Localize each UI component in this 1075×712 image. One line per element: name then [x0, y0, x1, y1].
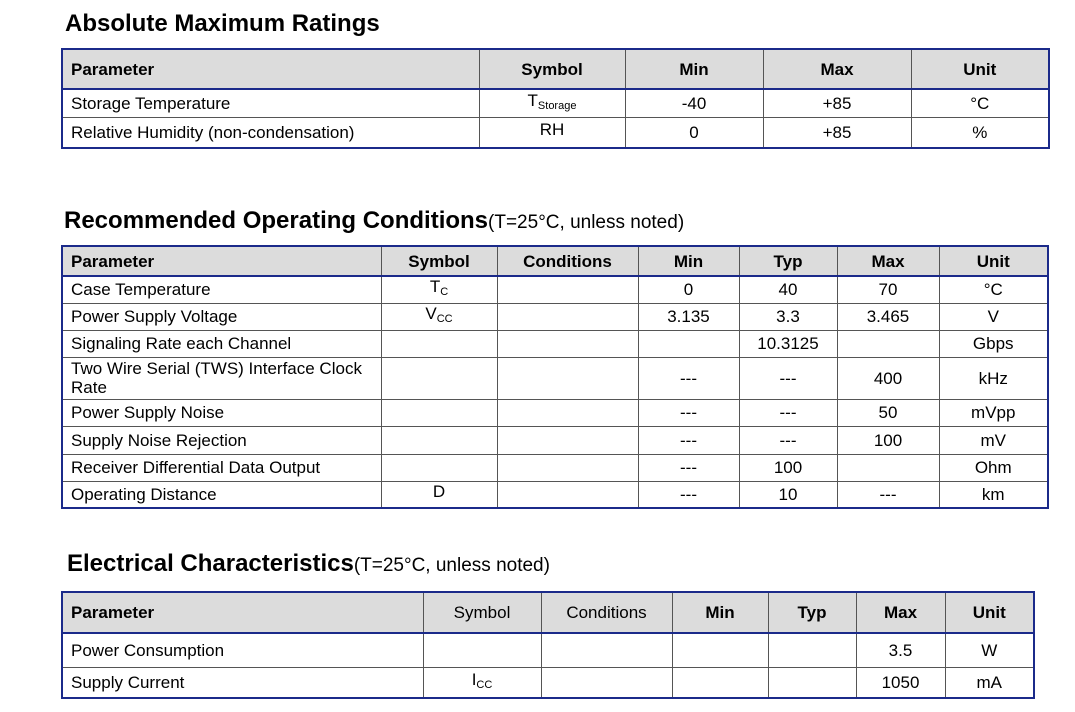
cell-parameter: Power Supply Voltage — [62, 303, 381, 330]
cell-unit: % — [911, 117, 1049, 148]
symbol-subscript: CC — [476, 678, 493, 691]
ec-table — [61, 591, 1035, 699]
cell-typ — [768, 667, 856, 698]
cell-conditions — [497, 481, 638, 508]
cell-max: 100 — [837, 426, 939, 454]
cell-symbol — [479, 117, 625, 148]
cell-conditions — [497, 426, 638, 454]
cell-unit: °C — [939, 276, 1048, 303]
cell-min: -40 — [625, 89, 763, 117]
col-header-unit: Unit — [911, 49, 1049, 89]
col-header-symbol: Symbol — [423, 592, 541, 633]
cell-parameter: Power Supply Noise — [62, 399, 381, 426]
cell-symbol — [381, 303, 497, 330]
cell-parameter: Supply Noise Rejection — [62, 426, 381, 454]
abs-max-title — [65, 10, 380, 38]
cell-parameter: Relative Humidity (non-condensation) — [62, 117, 479, 148]
symbol-subscript: Storage — [537, 99, 577, 112]
col-header-min: Min — [625, 49, 763, 89]
roc-table — [61, 245, 1049, 509]
col-header-parameter: Parameter — [62, 49, 479, 89]
cell-max: 3.5 — [856, 633, 945, 667]
col-header-conditions: Conditions — [497, 246, 638, 276]
symbol-main: T — [429, 277, 441, 297]
cell-symbol — [381, 276, 497, 303]
table-row — [62, 481, 1048, 508]
cell-max: 400 — [837, 357, 939, 399]
symbol-subscript: CC — [436, 313, 453, 325]
cell-conditions — [497, 357, 638, 399]
col-header-unit: Unit — [939, 246, 1048, 276]
cell-min — [672, 633, 768, 667]
col-header-max: Max — [837, 246, 939, 276]
col-header-symbol: Symbol — [479, 49, 625, 89]
table-row — [62, 667, 1034, 698]
cell-min: 3.135 — [638, 303, 739, 330]
table-row — [62, 399, 1048, 426]
symbol-subscript: C — [440, 286, 449, 299]
cell-symbol — [423, 667, 541, 698]
cell-max: +85 — [763, 117, 911, 148]
symbol-main: D — [432, 481, 446, 501]
cell-conditions — [497, 330, 638, 357]
symbol-main: T — [527, 90, 538, 110]
cell-symbol — [423, 633, 541, 667]
cell-typ: --- — [739, 357, 837, 399]
cell-min: 0 — [638, 276, 739, 303]
cell-min: --- — [638, 357, 739, 399]
cell-max: 3.465 — [837, 303, 939, 330]
cell-typ: --- — [739, 399, 837, 426]
cell-symbol — [381, 481, 497, 508]
table-row — [62, 454, 1048, 481]
cell-unit: °C — [911, 89, 1049, 117]
cell-parameter: Case Temperature — [62, 276, 381, 303]
abs-max-table — [61, 48, 1050, 149]
cell-max: 1050 — [856, 667, 945, 698]
col-header-min: Min — [638, 246, 739, 276]
roc-title — [64, 207, 684, 237]
cell-typ: 10.3125 — [739, 330, 837, 357]
table-row — [62, 357, 1048, 399]
cell-symbol — [381, 330, 497, 357]
col-header-conditions: Conditions — [541, 592, 672, 633]
col-header-parameter: Parameter — [62, 592, 423, 633]
col-header-typ: Typ — [739, 246, 837, 276]
cell-unit: mVpp — [939, 399, 1048, 426]
cell-unit: mA — [945, 667, 1034, 698]
cell-symbol — [381, 399, 497, 426]
cell-parameter: Supply Current — [62, 667, 423, 698]
symbol-main: V — [425, 304, 437, 323]
cell-unit: km — [939, 481, 1048, 508]
cell-conditions — [541, 667, 672, 698]
cell-min: --- — [638, 454, 739, 481]
ec-title-note: (T=25°C, unless noted) — [353, 555, 550, 576]
symbol-main: RH — [539, 119, 565, 139]
cell-unit: kHz — [939, 357, 1048, 399]
cell-parameter: Storage Temperature — [62, 89, 479, 117]
table-row — [62, 303, 1048, 330]
cell-conditions — [497, 454, 638, 481]
cell-unit: Ohm — [939, 454, 1048, 481]
col-header-max: Max — [763, 49, 911, 89]
cell-symbol — [381, 454, 497, 481]
cell-symbol — [381, 357, 497, 399]
cell-max: 50 — [837, 399, 939, 426]
roc-title-note: (T=25°C, unless noted) — [488, 212, 685, 233]
roc-title-text: Recommended Operating Conditions — [64, 207, 489, 234]
col-header-typ: Typ — [768, 592, 856, 633]
cell-min: --- — [638, 481, 739, 508]
ec-title — [67, 550, 550, 580]
cell-unit: Gbps — [939, 330, 1048, 357]
table-row — [62, 89, 1049, 117]
abs-max-header-row — [62, 49, 1049, 89]
cell-conditions — [497, 399, 638, 426]
col-header-min: Min — [672, 592, 768, 633]
cell-typ: 10 — [739, 481, 837, 508]
cell-max: +85 — [763, 89, 911, 117]
cell-unit: mV — [939, 426, 1048, 454]
cell-min: --- — [638, 426, 739, 454]
ec-title-text: Electrical Characteristics — [67, 550, 354, 577]
col-header-symbol: Symbol — [381, 246, 497, 276]
cell-min — [672, 667, 768, 698]
cell-min — [638, 330, 739, 357]
cell-parameter: Two Wire Serial (TWS) Interface Clock Rate — [62, 357, 381, 399]
roc-header-row — [62, 246, 1048, 276]
cell-conditions — [497, 276, 638, 303]
cell-unit: V — [939, 303, 1048, 330]
cell-max: 70 — [837, 276, 939, 303]
ec-header-row — [62, 592, 1034, 633]
cell-typ — [768, 633, 856, 667]
cell-min: 0 — [625, 117, 763, 148]
table-row — [62, 276, 1048, 303]
table-row — [62, 330, 1048, 357]
cell-typ: --- — [739, 426, 837, 454]
cell-symbol — [479, 89, 625, 117]
cell-unit: W — [945, 633, 1034, 667]
cell-symbol — [381, 426, 497, 454]
col-header-parameter: Parameter — [62, 246, 381, 276]
cell-parameter: Signaling Rate each Channel — [62, 330, 381, 357]
cell-conditions — [497, 303, 638, 330]
table-row — [62, 117, 1049, 148]
col-header-max: Max — [856, 592, 945, 633]
cell-max — [837, 330, 939, 357]
cell-conditions — [541, 633, 672, 667]
cell-parameter: Receiver Differential Data Output — [62, 454, 381, 481]
cell-min: --- — [638, 399, 739, 426]
col-header-unit: Unit — [945, 592, 1034, 633]
table-row — [62, 633, 1034, 667]
cell-parameter: Operating Distance — [62, 481, 381, 508]
symbol-main: I — [471, 669, 477, 689]
cell-typ: 3.3 — [739, 303, 837, 330]
cell-max — [837, 454, 939, 481]
cell-parameter: Power Consumption — [62, 633, 423, 667]
table-row — [62, 426, 1048, 454]
cell-max: --- — [837, 481, 939, 508]
cell-typ: 100 — [739, 454, 837, 481]
cell-typ: 40 — [739, 276, 837, 303]
abs-max-title-text: Absolute Maximum Ratings — [65, 10, 380, 37]
